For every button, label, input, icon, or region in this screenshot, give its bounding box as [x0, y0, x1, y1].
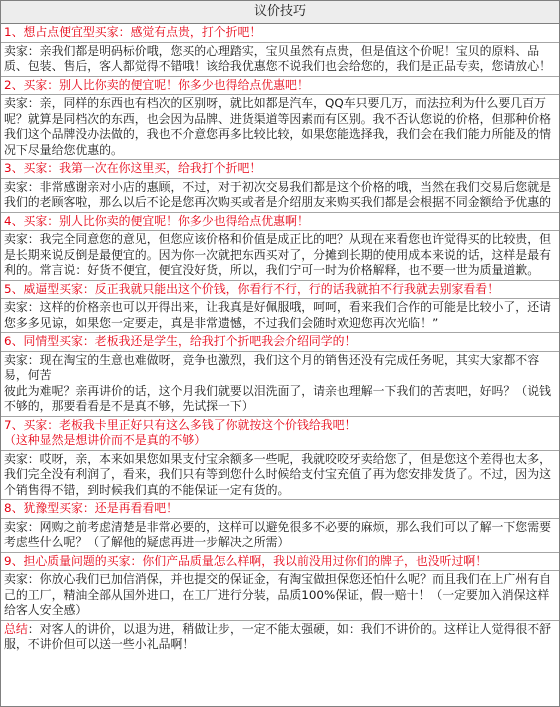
divider — [1, 332, 559, 333]
answer-8: 卖家：网购之前考虑清楚是非常必要的，这样可以避免很多不必要的麻烦，那么我们可以了解一下您需要考虑些什么呢？（了解他的疑虑再进一步解决之所需） — [4, 519, 551, 549]
divider — [1, 230, 559, 231]
summary-text: ：对客人的讲价，以退为进，稍做让步，一定不能太强硬，如：我们不讲价的。这样让人觉得很不舒服，不讲价但可以送一些小礼品啊！ — [4, 621, 551, 651]
divider — [1, 499, 559, 500]
question-4: 4、买家：别人比你卖的便宜呢！你多少也得给点优惠啊！ — [4, 213, 309, 228]
divider — [1, 552, 559, 553]
summary-label: 总结 — [4, 621, 28, 636]
question-1: 1、想占点便宜型买家：感觉有点贵，打个折吧！ — [4, 25, 262, 39]
divider — [1, 159, 559, 160]
divider — [1, 178, 559, 179]
divider — [1, 351, 559, 352]
divider — [1, 570, 559, 571]
summary — [4, 622, 556, 653]
divider — [1, 94, 559, 95]
question-3: 3、买家：我第一次在你这里买，给我打个折吧！ — [4, 161, 262, 175]
answer-5: 卖家：这样的价格亲也可以开得出来，让我真是好佩服哦，呵呵，看来我们合作的可能是比较小了，还请您多多见谅，如果您一定要走，真是非常遗憾，不过我们会随时欢迎您再次光临！” — [4, 300, 551, 330]
question-6: 6、同情型买家：老板我还是学生，给我打个折吧我会介绍同学的！ — [4, 334, 357, 348]
question-7-text: 7、买家：老板我卡里正好只有这么多钱了你就按这个价钱给我吧！ — [4, 417, 357, 432]
divider — [1, 518, 559, 519]
question-9: 9、担心质量问题的买家：你们产品质量怎么样啊，我以前没用过你们的牌子，也没听过啊！ — [4, 553, 488, 568]
answer-7: 卖家：哎呀，亲，本来如果您如果支付宝余额多一些呢，我就咬咬牙卖给您了，但是您这个差得也太多，我们完全没有利润了，看来，我们只有等到您什么时候给支付宝充值了再为您安排发货了。不过，因为这个销售得不错，到时候我们真的不能保证一定有货的。 — [4, 451, 551, 497]
answer-4: 卖家：我完全同意您的意见，但您应该价格和价值是成正比的吧？从现在来看您也许觉得买的比较贵，但是长期来说反倒是最便宜的。因为你一次就把东西买对了，分摊到长期的使用成本来说的话，这样是最有利的。常言说：好货不便宜，便宜没好货，所以，我们宁可一时为价格解释，也不要一世为质量道歉。 — [4, 232, 551, 277]
document-body — [1, 24, 559, 653]
question-2: 2、买家：别人比你卖的便宜呢！你多少也得给点优惠吧！ — [4, 77, 309, 92]
divider — [1, 212, 559, 213]
answer-6: 卖家：现在淘宝的生意也难做呀，竞争也激烈，我们这个月的销售还没有完成任务呢，其实大家都不容易，何苦 彼此为难呢？亲再讲价的话，这个月我们就要以泪洗面了，请亲也理解一下我们的苦衷吧，好吗？（说钱不够的，那要看看是不是真不够，先试探一下） — [4, 352, 551, 413]
question-5: 5、威逼型买家：反正我就只能出这个价钱，你看行不行，行的话我就拍不行我就去别家看看！ — [4, 281, 500, 296]
divider — [1, 76, 559, 77]
answer-3: 卖家：非常感谢亲对小店的惠顾，不过，对于初次交易我们都是这个价格的哦，当然在我们交易后您就是我们的老顾客啦，那么以后不论是您再次购买或者是介绍朋友来购买我们都是会根据不同金额给予优惠的 — [4, 179, 551, 209]
question-7-note: （这种显然是想讲价而不是真的不够） — [4, 433, 207, 447]
question-8: 8、犹豫型买家：还是再看看吧！ — [4, 501, 179, 515]
answer-2: 卖家：亲，同样的东西也有档次的区别呀，就比如都是汽车，QQ车只要几万，而法拉利为什么要几百万呢？就算是同档次的东西，也会因为品牌、进货渠道等因素而有区别。我不否认您说的价格，但那种价格我们这个品牌没办法做的，我也不介意您再多比较比较，如果您能选择我，我们会在我们能力所能及的情况下尽量给您优惠的。 — [4, 96, 551, 157]
answer-1: 卖家：亲我们都是明码标价哦，您买的心理踏实，宝贝虽然有点贵，但是值这个价呢！宝贝的原料、品质、包装、售后，客人都觉得不错哦！该给我优惠您不说我们也会给您的，我们是正品专卖，您请放心！ — [4, 43, 551, 73]
divider — [1, 620, 559, 621]
answer-9: 卖家：你放心我们已加信消保，并也提交的保证金，有淘宝做担保您还怕什么呢？而且我们在上广州有自己的工厂，精油全部从国外进口，在工厂进行分装，品质100%保证，假一赔十！（一定要加入消保这样给客人安全感） — [4, 572, 551, 617]
divider — [1, 450, 559, 451]
document-title: 议价技巧 — [1, 1, 559, 24]
divider — [1, 42, 559, 43]
divider — [1, 298, 559, 299]
divider — [1, 280, 559, 281]
divider — [1, 416, 559, 417]
question-7 — [4, 418, 556, 449]
